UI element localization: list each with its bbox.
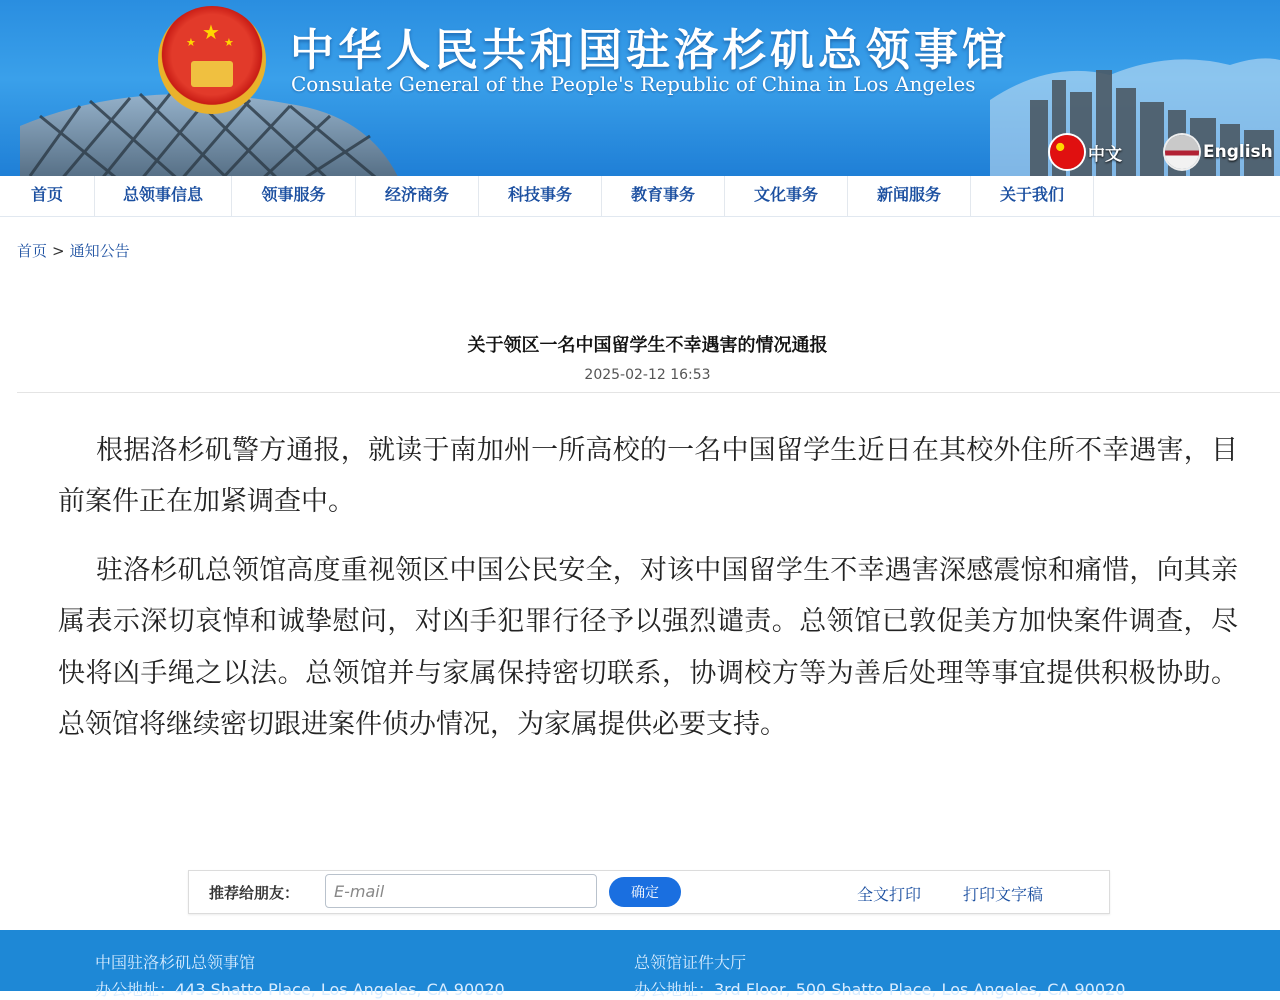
main-navigation bbox=[0, 176, 1280, 217]
us-flag-icon bbox=[1165, 135, 1199, 169]
footer-left-title: 中国驻洛杉矶总领事馆 bbox=[95, 953, 256, 972]
article-paragraph: 驻洛杉矶总领馆高度重视领区中国公民安全，对该中国留学生不幸遇害深感震惊和痛惜，向其亲属表示深切哀悼和诚挚慰问，对凶手犯罪行径予以强烈谴责。总领馆已敦促美方加快案件调查，尽快将凶手绳之以法。总领馆并与家属保持密切联系，协调校方等为善后处理等事宜提供积极协助。总领馆将继续密切跟进案件侦办情况，为家属提供必要支持。 bbox=[58, 554, 1238, 741]
national-emblem-icon: ★ ★ ★ bbox=[158, 6, 266, 114]
nav-item-news-services[interactable]: 新闻服务 bbox=[848, 176, 971, 216]
footer bbox=[0, 930, 1280, 999]
nav-item-education[interactable]: 教育事务 bbox=[602, 176, 725, 216]
print-full-text-link[interactable]: 全文打印 bbox=[857, 885, 922, 904]
nav-item-consular-services[interactable]: 领事服务 bbox=[232, 176, 356, 216]
breadcrumb-separator: > bbox=[52, 242, 65, 260]
nav-item-home[interactable]: 首页 bbox=[0, 176, 95, 216]
article-toolbar bbox=[188, 870, 1110, 914]
nav-item-economic-commercial[interactable]: 经济商务 bbox=[356, 176, 479, 216]
china-flag-icon bbox=[1050, 135, 1084, 169]
site-title-chinese: 中华人民共和国驻洛杉矶总领事馆 bbox=[290, 25, 1010, 76]
footer-left-address: 办公地址：443 Shatto Place, Los Angeles, CA 90020 bbox=[95, 980, 505, 999]
nav-item-culture[interactable]: 文化事务 bbox=[725, 176, 848, 216]
article-body bbox=[58, 425, 1238, 767]
language-english-link[interactable]: English bbox=[1165, 134, 1273, 170]
article-date: 2025-02-12 16:53 bbox=[584, 367, 711, 383]
footer-right-address: 办公地址：3rd Floor, 500 Shatto Place, Los Angeles, CA 90020 bbox=[634, 980, 1126, 999]
send-button[interactable]: 确定 bbox=[609, 877, 681, 907]
language-chinese-link[interactable]: 中文 bbox=[1050, 134, 1122, 170]
print-text-version-link[interactable]: 打印文字稿 bbox=[963, 885, 1044, 904]
nav-item-about-us[interactable]: 关于我们 bbox=[971, 176, 1094, 216]
site-title-english: Consulate General of the People's Republic of China in Los Angeles bbox=[291, 72, 976, 96]
footer-right-title: 总领馆证件大厅 bbox=[634, 953, 747, 972]
nav-item-consul-general-info[interactable]: 总领事信息 bbox=[95, 176, 232, 216]
header-banner bbox=[0, 0, 1280, 176]
breadcrumb-current-link[interactable]: 通知公告 bbox=[69, 242, 130, 260]
recommend-label: 推荐给朋友： bbox=[209, 884, 300, 902]
nav-item-science-technology[interactable]: 科技事务 bbox=[479, 176, 602, 216]
article-title: 关于领区一名中国留学生不幸遇害的情况通报 bbox=[467, 335, 828, 356]
article-paragraph: 根据洛杉矶警方通报，就读于南加州一所高校的一名中国留学生近日在其校外住所不幸遇害，目前案件正在加紧调查中。 bbox=[58, 435, 1238, 518]
email-input[interactable] bbox=[325, 874, 597, 908]
title-divider bbox=[17, 392, 1280, 393]
breadcrumb bbox=[17, 240, 130, 261]
breadcrumb-home-link[interactable]: 首页 bbox=[17, 242, 48, 260]
